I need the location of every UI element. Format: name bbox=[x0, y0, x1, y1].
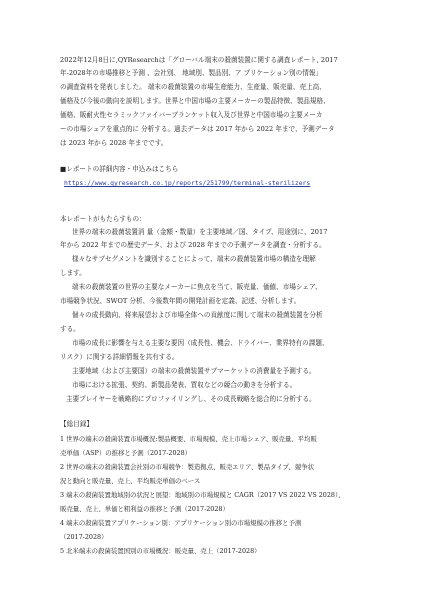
benefit-line: 市場の成長に影響を与える主要な要因（成長性、機会、ドライバー、業界特有の課題、 bbox=[72, 339, 329, 347]
toc-line: 売単価（ASP）の推移と予測（2017-2028） bbox=[60, 449, 192, 457]
toc-line: （2017-2028） bbox=[60, 533, 108, 541]
benefit-line: 個々の成長動向、将来展望および市場全体への貢献度に関して端末の殺菌装置を分析 bbox=[72, 311, 323, 319]
intro-line: 2022年12月8日に,QYResearchは「グローバル端末の殺菌装置に関する調査レポート, 2017 bbox=[60, 56, 338, 64]
benefit-line: 様々なサブセグメントを識別することによって、端末の殺菌装置市場の構造を理解 bbox=[72, 255, 316, 263]
benefit-line: 世界の端末の殺菌装置消 量（金額・数量）を主要地域／国、タイプ、用途別に、2017 bbox=[72, 228, 328, 236]
benefit-line: 年から 2022 年までの歴史データ、および 2028 年までの予測データを調査・分析する。 bbox=[60, 241, 326, 249]
report-link[interactable]: https://www.qyresearch.co.jp/reports/251799/terminal-sterilizers bbox=[64, 179, 311, 187]
intro-line: は 2023 年から 2028 年までです。 bbox=[60, 139, 168, 147]
intro-line: 価格及び今後の動向を説明します。世界と中国市場の主要メーカーの製品特徴、製品規格、 bbox=[60, 97, 330, 105]
benefit-line: 市場における拡張、契約、新製品発表、買収などの競合の動きを分析する。 bbox=[72, 381, 297, 389]
benefit-line: します。 bbox=[60, 269, 86, 277]
toc-line: 2 世界の端末の殺菌装置会社別の市場競争：製造拠点、販売エリア、製品タイプ、競争状 bbox=[60, 463, 314, 471]
benefit-line: する。 bbox=[60, 325, 80, 333]
intro-line: 価格、販耐火性セラミックファイバーブランケット収入及び世界と中国市場の主要メーカ bbox=[60, 111, 323, 119]
intro-line: ーの市場シェアを重点的に 分析する。過去データは 2017 年から 2022 年まで、予測データ bbox=[60, 125, 335, 133]
benefit-line: 端末の殺菌装置の世界の主要なメーカーに焦点を当て、販売量、価値、市場シェア、 bbox=[72, 283, 322, 291]
toc-line: 3 端末の殺菌装置地域別の状況と展望：地域別の市場規模と CAGR（2017 VS 2022 VS 2028）、 bbox=[60, 491, 345, 499]
toc-heading: 【総目録】 bbox=[60, 420, 93, 428]
toc-line: 5 北米端末の殺菌装置国別の市場概況：販売量、売上（2017-2028） bbox=[60, 547, 261, 555]
benefit-line: 主要地域（および主要国）の端末の殺菌装置サブマーケットの消費量を予測する。 bbox=[72, 367, 316, 375]
details-label: ■レポートの詳細内容・申込みはこちら bbox=[60, 165, 179, 173]
toc-line: 況と動向と販売量、売上、平均販売単価のベース bbox=[60, 477, 201, 485]
toc-line: 4 端末の殺菌装置アプリケーション別：アプリケーション別の市場規模の推移と予測 bbox=[60, 519, 302, 527]
intro-line: の調査資料を発表しました。 端末の殺菌装置の市場生産能力、生産量、販売量、売上高、 bbox=[60, 83, 326, 91]
benefits-heading: 本レポートがもたらすもの： bbox=[60, 215, 146, 223]
toc-line: 1 世界の端末の殺菌装置市場概況:製品概要、市場規模、売上市場シェア、販売量、平均販 bbox=[60, 435, 317, 443]
benefit-line: 市場競争状況、SWOT 分析、今後数年間の開発計画を定義、記述、分析します。 bbox=[60, 297, 301, 305]
toc-line: 販売量、売上、単価と粗利益の推移と予測（2017-2028） bbox=[60, 505, 229, 513]
intro-line: 年-2028年の市場推移と予測 、会社別、 地域別、製品別、ア プリケーション別の情報」 bbox=[60, 69, 323, 77]
benefit-line: 主要プレイヤーを戦略的にプロファイリングし、その成長戦略を総合的に分析する。 bbox=[66, 395, 316, 403]
benefit-line: リスク）に関する詳細情報を共有する。 bbox=[60, 353, 179, 361]
